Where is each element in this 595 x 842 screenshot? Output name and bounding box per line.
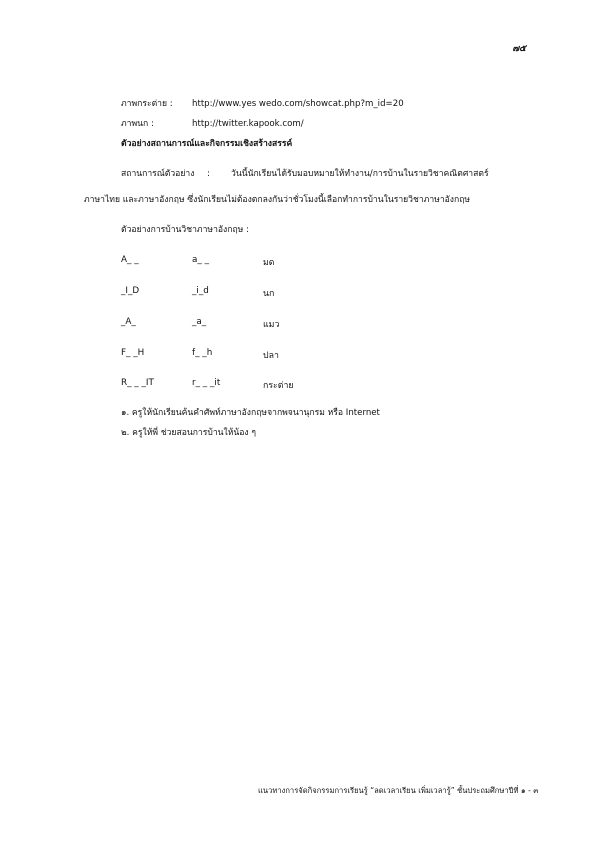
page-number: ๗๕ (512, 44, 526, 54)
exercise-row (0, 317, 595, 329)
thai-meaning: นก (263, 289, 275, 299)
exercise-row (0, 255, 595, 267)
lowercase-word: a_ _ (192, 255, 209, 265)
exercise-row (0, 286, 595, 298)
link-url-rabbit[interactable]: http://www.yes wedo.com/showcat.php?m_id=20 (192, 99, 404, 109)
instruction-2: ๒. ครูให้พี่ ช่วยสอนการบ้านให้น้อง ๆ (121, 428, 256, 438)
link-line-bird (121, 118, 154, 130)
lowercase-word: _a_ (192, 317, 207, 327)
instruction-1: ๑. ครูให้นักเรียนค้นคำศัพท์ภาษาอังกฤษจากพจนานุกรม หรือ Internet (121, 408, 380, 418)
uppercase-word: _I_D (121, 286, 140, 296)
section-heading: ตัวอย่างสถานการณ์และกิจกรรมเชิงสร้างสรรค์ (121, 139, 293, 149)
exercise-row (0, 348, 595, 360)
uppercase-word: F_ _H (121, 348, 145, 358)
scenario-line-2: ภาษาไทย และภาษาอังกฤษ ซึ่งนักเรียนไม่ต้องตกลงกันว่าชั่วโมงนี้เลือกทำการบ้านในรายวิชาภาษาอังกฤษ (84, 195, 471, 205)
uppercase-word: A_ _ (121, 255, 139, 265)
lowercase-word: _i_d (192, 286, 209, 296)
link-line-rabbit (121, 98, 173, 110)
scenario-label: สถานการณ์ตัวอย่าง (121, 169, 195, 179)
uppercase-word: R_ _ _IT (121, 378, 154, 388)
link-label: ภาพนก : (121, 119, 154, 129)
scenario-line-1: วันนี้นักเรียนได้รับมอบหมายให้ทำงาน/การบ้านในรายวิชาคณิตศาสตร์ (231, 169, 489, 179)
uppercase-word: _A_ (121, 317, 136, 327)
example-title: ตัวอย่างการบ้านวิชาภาษาอังกฤษ : (121, 225, 249, 235)
page-footer: แนวทางการจัดกิจกรรมการเรียนรู้ “ลดเวลาเรียน เพิ่มเวลารู้” ชั้นประถมศึกษาปีที่ ๑ - ๓ (258, 786, 539, 795)
exercise-row (0, 378, 595, 390)
scenario-colon: : (207, 169, 210, 179)
thai-meaning: กระต่าย (263, 381, 294, 391)
lowercase-word: r_ _ _it (192, 378, 221, 388)
lowercase-word: f_ _h (192, 348, 213, 358)
thai-meaning: ปลา (263, 351, 279, 361)
link-url-bird[interactable]: http://twitter.kapook.com/ (192, 119, 304, 129)
thai-meaning: แมว (263, 320, 280, 330)
link-label: ภาพกระต่าย : (121, 99, 173, 109)
thai-meaning: มด (263, 258, 275, 268)
